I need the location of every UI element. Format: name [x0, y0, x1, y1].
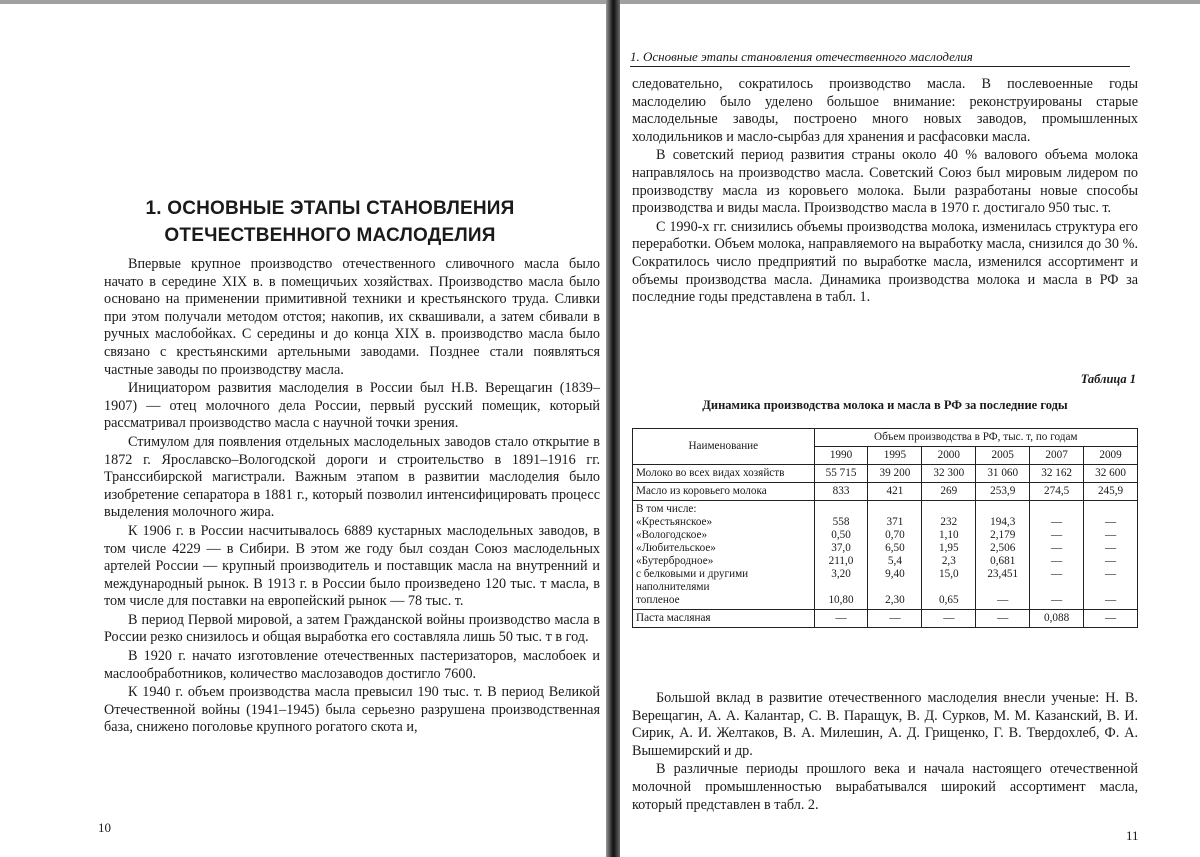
table-label: Таблица 1 — [1080, 372, 1136, 386]
cell: — — [1104, 555, 1117, 567]
cell: — — [1051, 555, 1063, 567]
cell: 2,179 — [990, 529, 1016, 541]
cell-stack — [814, 501, 868, 610]
table-title: Динамика производства молока и масла в РФ за последние годы — [702, 398, 1068, 412]
cell: — — [1051, 542, 1063, 554]
cell: 0,50 — [831, 529, 851, 541]
cell: 3,20 — [831, 568, 851, 580]
cell: 1,10 — [939, 529, 959, 541]
cell: 274,5 — [1030, 483, 1084, 501]
cell: 2,506 — [990, 542, 1016, 554]
chapter-title-line-1: 1. ОСНОВНЫЕ ЭТАПЫ СТАНОВЛЕНИЯ — [145, 198, 515, 219]
cell: 9,40 — [885, 568, 905, 580]
cell: — — [922, 610, 976, 628]
cell: 32 300 — [922, 465, 976, 483]
year-cell: 1990 — [814, 447, 868, 465]
paragraph: В советский период развития страны около 40 % валового объема молока направлялось на производство масла. Советский Союз был мировым лидером по производству масла из коровьего молока. Были разработаны новые способы производства и виды масла. Производство масла в 1970 г. достигало 950 тыс. т. — [632, 147, 1138, 217]
cell: — — [976, 610, 1030, 628]
cell: 0,681 — [990, 555, 1016, 567]
cell: 232 — [940, 516, 958, 528]
cell: 0,70 — [885, 529, 905, 541]
cell: 833 — [814, 483, 868, 501]
cell-stack — [976, 501, 1030, 610]
cell: — — [1104, 516, 1117, 528]
table-row — [633, 465, 1138, 483]
cell: — — [1104, 529, 1117, 541]
chapter-title-line-2: ОТЕЧЕСТВЕННОГО МАСЛОДЕЛИЯ — [164, 225, 496, 246]
header-name: Наименование — [633, 429, 815, 465]
paragraph: Впервые крупное производство отечественного сливочного масла было начато в середине XIX в. в помещичьих хозяйствах. Производство масла было основано на применении примитивной техники и крестьянского труда. Сливки при этом получали методом отстоя; накопив, их сквашивали, а затем сбивали в ручных маслобойках. С середины и до конца XIX в. производство масла было связано с крестьянскими артельными заводами. Позднее стали появляться частные заводы по производству масла. — [104, 256, 600, 378]
row-subname: В том числе: — [636, 503, 697, 515]
paragraph: В 1920 г. начато изготовление отечественных пастеризаторов, маслобоек и маслообработников, количество маслозаводов достигло 7600. — [104, 648, 600, 682]
cell: 245,9 — [1084, 483, 1138, 501]
book-gutter — [606, 0, 620, 857]
right-body-text — [632, 76, 1138, 308]
paragraph: Стимулом для появления отдельных маслодельных заводов стало открытие в 1872 г. Ярославско–Вологодской дороги и строительство в 1891–1916 гг. Транссибирской магистрали. Важным этапом в развитии маслоделия было изобретение сепаратора в 1881 г., который позволил интенсифицировать процесс выделения молочного жира. — [104, 433, 600, 521]
cell: — — [1104, 542, 1117, 554]
cell: — — [814, 610, 868, 628]
cell: 2,3 — [941, 555, 956, 567]
left-body-text — [104, 256, 600, 738]
cell: — — [868, 610, 922, 628]
cell: — — [1104, 568, 1117, 580]
paragraph: следовательно, сократилось производство масла. В послевоенные годы маслоделию было уделено большое внимание: реконструированы старые маслодельные заводы, построено много новых заводов, промышленных холодильников и масло-сырбаз для хранения и расфасовки масла. — [632, 76, 1138, 145]
cell: 421 — [868, 483, 922, 501]
year-cell: 2005 — [976, 447, 1030, 465]
cell-stack — [1030, 501, 1084, 610]
row-subname: «Любительское» — [636, 542, 716, 554]
row-name: Паста масляная — [633, 610, 815, 628]
cell: 0,088 — [1030, 610, 1084, 628]
cell: 194,3 — [990, 516, 1016, 528]
running-head: 1. Основные этапы становления отечественного маслоделия — [630, 49, 1130, 67]
paragraph: Большой вклад в развитие отечественного маслоделия внесли ученые: Н. В. Верещагин, А. А. Калантар, С. В. Паращук, В. Д. Сурков, М. М. Казанский, В. И. Сирик, А. И. Желтаков, В. А. Милешин, А. Д. Грищенко, Г. В. Твердохлеб, Ф. А. Вышемирский и др. — [632, 690, 1138, 759]
year-cell: 2000 — [922, 447, 976, 465]
cell: — — [997, 594, 1009, 606]
row-subname: «Крестьянское» — [636, 516, 713, 528]
cell: — — [1051, 529, 1063, 541]
cell: 2,30 — [885, 594, 905, 606]
cell: 23,451 — [987, 568, 1019, 580]
row-subname: топленое — [636, 594, 680, 606]
year-cell: 2007 — [1030, 447, 1084, 465]
row-name: Молоко во всех видах хозяйств — [633, 465, 815, 483]
right-body-text-bottom — [632, 690, 1138, 815]
cell: 1,95 — [939, 542, 959, 554]
chapter-title — [130, 195, 530, 249]
year-cell: 2009 — [1084, 447, 1138, 465]
cell: — — [1051, 594, 1063, 606]
table-header-row — [633, 429, 1138, 447]
table-row — [633, 483, 1138, 501]
paragraph: В различные периоды прошлого века и начала настоящего отечественной молочной промышленностью вырабатывался широкий ассортимент масла, который представлен в табл. 2. — [632, 761, 1138, 813]
cell: 10,80 — [828, 594, 854, 606]
table-row — [633, 501, 1138, 610]
paragraph: Инициатором развития маслоделия в России был Н.В. Верещагин (1839–1907) — отец молочного дела России, первый русский помещик, который рассматривал производство масла с научной точки зрения. — [104, 380, 600, 432]
row-subname: «Бутербродное» — [636, 555, 714, 567]
row-name: Масло из коровьего молока — [633, 483, 815, 501]
cell: 0,65 — [939, 594, 959, 606]
cell: 371 — [886, 516, 904, 528]
paragraph: К 1906 г. в России насчитывалось 6889 кустарных маслодельных заводов, в том числе 4229 — в Сибири. В этом же году был создан Союз маслодельных артелей России — крупный производитель и поставщик масла на внутренний и международный рынок. В 1913 г. в России было произведено 120 тыс. т масла, в том числе для поставки на европейский рынок — 78 тыс. т. — [104, 522, 600, 610]
table-row — [633, 610, 1138, 628]
cell: 37,0 — [831, 542, 851, 554]
cell: 269 — [922, 483, 976, 501]
cell-stack — [868, 501, 922, 610]
cell: 15,0 — [939, 568, 959, 580]
cell: 31 060 — [976, 465, 1030, 483]
cell: — — [1051, 568, 1063, 580]
row-name-list — [633, 501, 815, 610]
paragraph: В период Первой мировой, а затем Гражданской войны производство масла в России резко снизилось и общая выработка его составляла лишь 50 тыс. т в год. — [104, 611, 600, 646]
row-subname: «Вологодское» — [636, 529, 708, 541]
cell: 6,50 — [885, 542, 905, 554]
cell: 558 — [832, 516, 850, 528]
cell: — — [1051, 516, 1063, 528]
cell: 39 200 — [868, 465, 922, 483]
row-subname: с белковыми и другими наполнителями — [636, 568, 749, 593]
cell: 55 715 — [814, 465, 868, 483]
paragraph: С 1990-х гг. снизились объемы производства молока, изменилась структура его переработки. Объем молока, направляемого на выработку масла, снизился до 30 %. Сократилось число предприятий по выработке масла, изменился ассортимент и объемы производства масла. Динамика производства молока и масла в РФ за последние годы представлена в табл. 1. — [632, 218, 1138, 306]
cell: 253,9 — [976, 483, 1030, 501]
cell: 211,0 — [828, 555, 854, 567]
cell: — — [1104, 594, 1117, 606]
cell: 5,4 — [887, 555, 902, 567]
cell-stack — [922, 501, 976, 610]
production-table — [632, 428, 1138, 628]
paragraph: К 1940 г. объем производства масла превысил 190 тыс. т. В период Великой Отечественной войны (1941–1945) была серьезно разрушена производственная база, снижено поголовье крупного рогатого скота и, — [104, 684, 600, 736]
header-group: Объем производства в РФ, тыс. т, по годам — [814, 429, 1137, 447]
cell-stack — [1084, 501, 1138, 610]
page-number-left: 10 — [98, 820, 111, 835]
cell: — — [1084, 610, 1138, 628]
page-number-right: 11 — [1126, 828, 1139, 843]
cell: 32 600 — [1084, 465, 1138, 483]
year-cell: 1995 — [868, 447, 922, 465]
cell: 32 162 — [1030, 465, 1084, 483]
